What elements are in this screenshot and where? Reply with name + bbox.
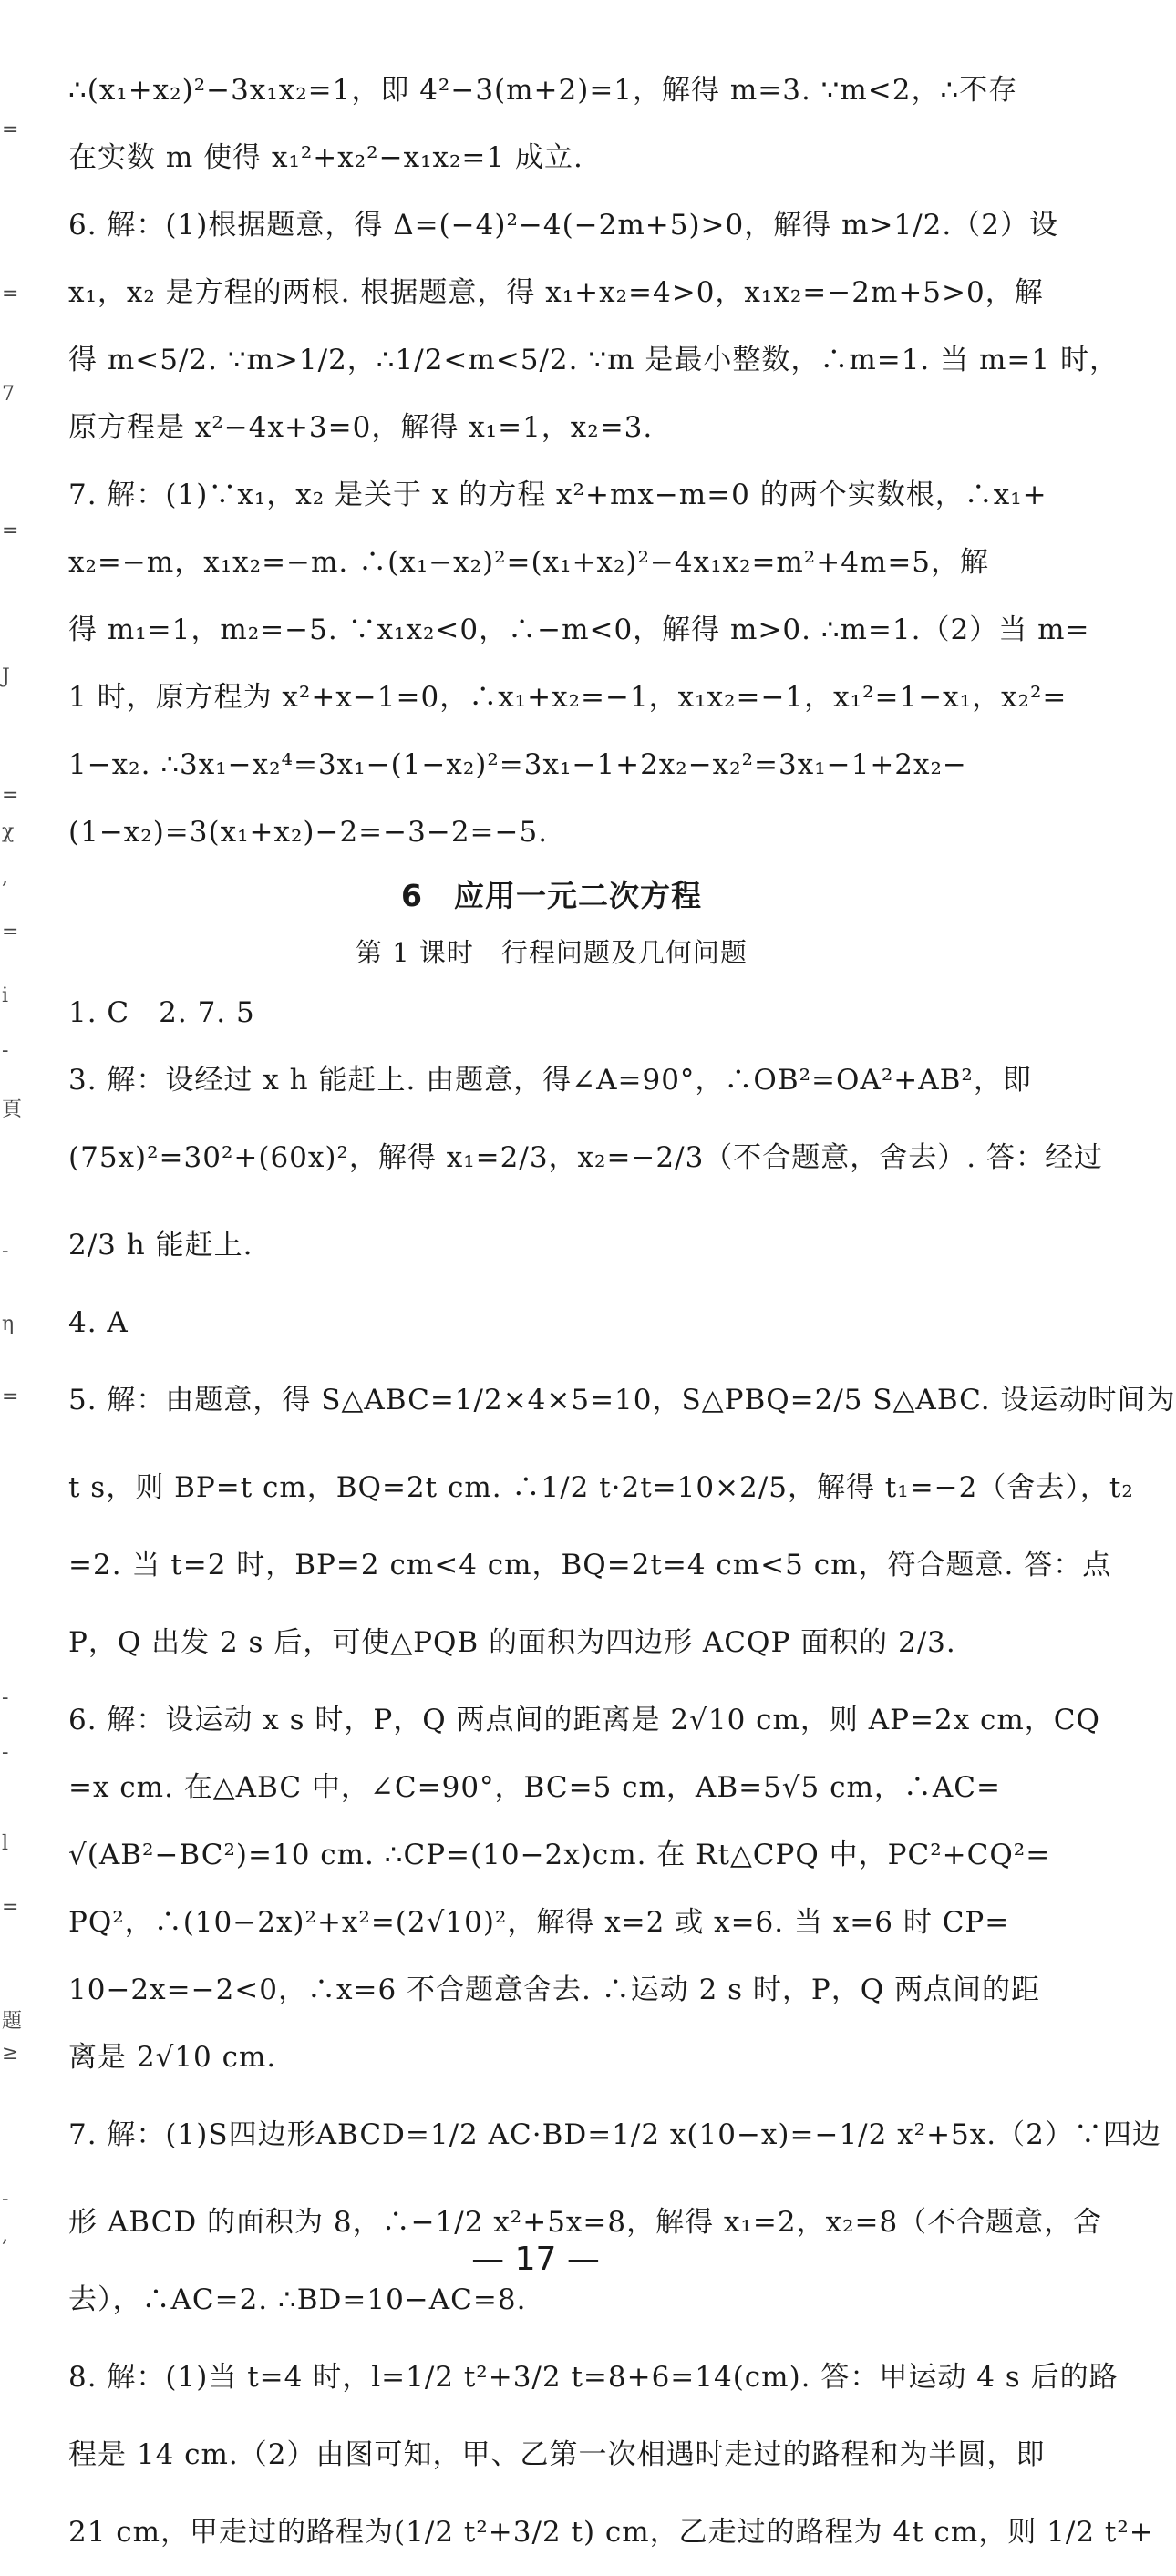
text-line: (75x)²=30²+(60x)²，解得 x₁=2/3，x₂=−2/3（不合题意，舍去）. 答：经过 [68, 1141, 1103, 1174]
margin-mark: = [2, 118, 19, 141]
margin-mark: = [2, 283, 19, 305]
text-line: 1 时，原方程为 x²+x−1=0，∴x₁+x₂=−1，x₁x₂=−1，x₁²=1−x₁，x₂²= [68, 681, 1068, 714]
margin-mark: = [2, 1896, 19, 1919]
margin-mark: 頁 [2, 1098, 23, 1121]
margin-mark: = [2, 520, 19, 542]
margin-mark: l [2, 1832, 9, 1855]
text-line: 7. 解：(1)∵x₁，x₂ 是关于 x 的方程 x²+mx−m=0 的两个实数根，∴x₁+ [68, 479, 1047, 511]
section-title: 6 应用一元二次方程 [401, 878, 702, 913]
margin-mark: = [2, 784, 19, 807]
margin-mark: χ [2, 820, 15, 843]
text-line: 3. 解：设经过 x h 能赶上. 由题意，得∠A=90°，∴OB²=OA²+AB²，即 [68, 1064, 1032, 1097]
text-line: 1. C 2. 7. 5 [68, 996, 255, 1029]
text-line: 4. A [68, 1306, 129, 1339]
text-line: (1−x₂)=3(x₁+x₂)−2=−3−2=−5. [68, 816, 549, 849]
text-line: 得 m₁=1，m₂=−5. ∵x₁x₂<0，∴−m<0，解得 m>0. ∴m=1.（2）当 m= [68, 613, 1090, 646]
text-line: 离是 2√10 cm. [68, 2041, 277, 2074]
text-line: P，Q 出发 2 s 后，可使△PQB 的面积为四边形 ACQP 面积的 2/3. [68, 1626, 956, 1659]
text-line: 6. 解：设运动 x s 时，P，Q 两点间的距离是 2√10 cm，则 AP=2x cm，CQ [68, 1704, 1100, 1736]
text-line: x₁，x₂ 是方程的两根. 根据题意，得 x₁+x₂=4>0，x₁x₂=−2m+5>0，解 [68, 276, 1044, 309]
margin-mark: - [2, 1741, 9, 1764]
margin-mark: - [2, 2188, 9, 2210]
text-line: 在实数 m 使得 x₁²+x₂²−x₁x₂=1 成立. [68, 141, 583, 174]
page-number: — 17 — [471, 2241, 600, 2278]
text-line: =2. 当 t=2 时，BP=2 cm<4 cm，BQ=2t=4 cm<5 cm，符合题意. 答：点 [68, 1549, 1112, 1582]
text-line: 得 m<5/2. ∵m>1/2，∴1/2<m<5/2. ∵m 是最小整数，∴m=1. 当 m=1 时， [68, 344, 1119, 376]
margin-mark: i [2, 984, 9, 1007]
text-line: 7. 解：(1)S四边形ABCD=1/2 AC·BD=1/2 x(10−x)=−1/2 x²+5x.（2）∵四边 [68, 2118, 1161, 2151]
text-line: 去），∴AC=2. ∴BD=10−AC=8. [68, 2283, 527, 2316]
text-line: √(AB²−BC²)=10 cm. ∴CP=(10−2x)cm. 在 Rt△CPQ 中，PC²+CQ²= [68, 1839, 1051, 1871]
margin-mark: , [2, 2224, 8, 2247]
text-line: 21 cm，甲走过的路程为(1/2 t²+3/2 t) cm，乙走过的路程为 4t cm，则 1/2 t²+ [68, 2516, 1154, 2549]
solutions-text [68, 57, 1176, 2576]
margin-mark: = [2, 1386, 19, 1408]
text-line: PQ²，∴(10−2x)²+x²=(2√10)²，解得 x=2 或 x=6. 当 x=6 时 CP= [68, 1906, 1010, 1939]
lesson-title: 第 1 课时 行程问题及几何问题 [356, 937, 748, 968]
text-line: 1−x₂. ∴3x₁−x₂⁴=3x₁−(1−x₂)²=3x₁−1+2x₂−x₂²=3x₁−1+2x₂− [68, 748, 967, 781]
text-line: ∴(x₁+x₂)²−3x₁x₂=1，即 4²−3(m+2)=1，解得 m=3. ∵m<2，∴不存 [68, 74, 1018, 107]
text-line: =x cm. 在△ABC 中，∠C=90°，BC=5 cm，AB=5√5 cm，∴AC= [68, 1771, 1001, 1804]
text-line: 8. 解：(1)当 t=4 时，l=1/2 t²+3/2 t=8+6=14(cm). 答：甲运动 4 s 后的路 [68, 2361, 1119, 2394]
text-line: 6. 解：(1)根据题意，得 Δ=(−4)²−4(−2m+5)>0，解得 m>1/2.（2）设 [68, 209, 1058, 242]
margin-mark: 題 [2, 2010, 23, 2033]
text-line: 5. 解：由题意，得 S△ABC=1/2×4×5=10，S△PBQ=2/5 S△ABC. 设运动时间为 [68, 1384, 1176, 1417]
text-line: x₂=−m，x₁x₂=−m. ∴(x₁−x₂)²=(x₁+x₂)²−4x₁x₂=m²+4m=5，解 [68, 546, 990, 579]
text-line: t s，则 BP=t cm，BQ=2t cm. ∴1/2 t·2t=10×2/5，解得 t₁=−2（舍去），t₂ [68, 1471, 1134, 1504]
text-line: 2/3 h 能赶上. [68, 1229, 253, 1262]
text-line: 10−2x=−2<0，∴x=6 不合题意舍去. ∴运动 2 s 时，P，Q 两点间的距 [68, 1973, 1041, 2006]
margin-mark: - [2, 1240, 9, 1262]
left-margin-marks [0, 0, 24, 2344]
margin-mark: 7 [2, 383, 15, 406]
margin-mark: - [2, 1686, 9, 1709]
text-line: 原方程是 x²−4x+3=0，解得 x₁=1，x₂=3. [68, 411, 654, 444]
margin-mark: = [2, 921, 19, 943]
margin-mark: - [2, 1039, 9, 1062]
margin-mark: J [2, 665, 10, 688]
margin-mark: η [2, 1313, 15, 1335]
margin-mark: ≥ [2, 2042, 19, 2065]
text-line: 程是 14 cm.（2）由图可知，甲、乙第一次相遇时走过的路程和为半圆，即 [68, 2438, 1046, 2471]
text-line: 形 ABCD 的面积为 8，∴−1/2 x²+5x=8，解得 x₁=2，x₂=8（不合题意，舍 [68, 2206, 1103, 2239]
margin-mark: , [2, 866, 8, 889]
